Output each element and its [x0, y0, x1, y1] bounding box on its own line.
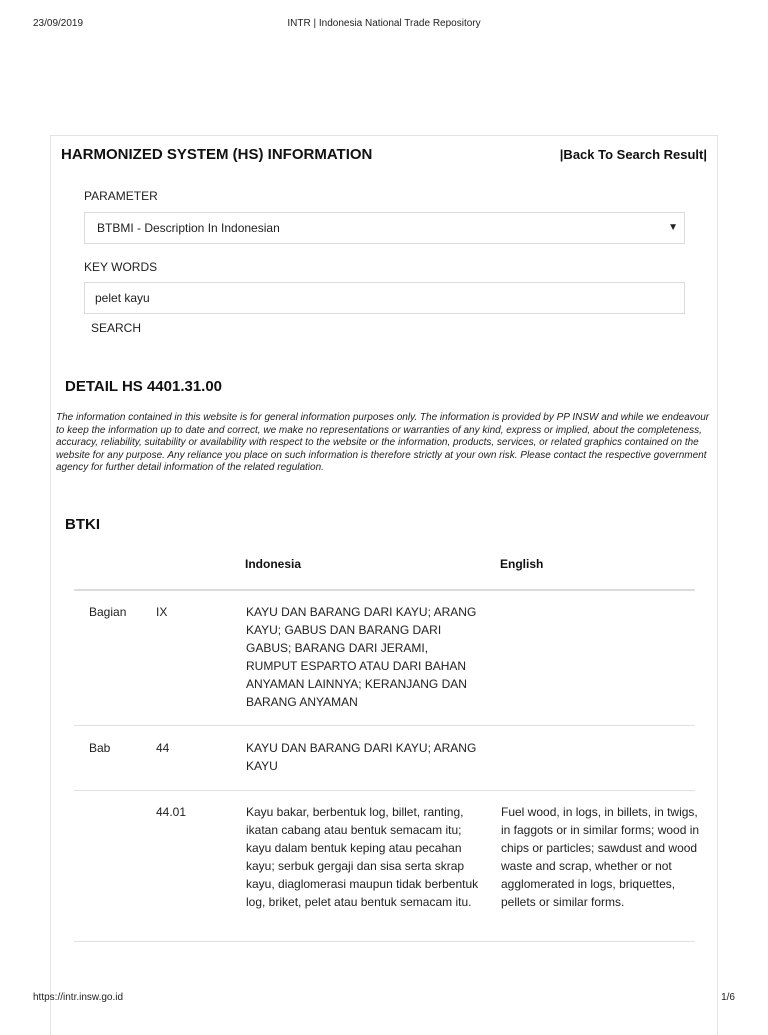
- parameter-label: PARAMETER: [84, 189, 158, 203]
- row-divider: [74, 725, 695, 726]
- row-description-indonesia: KAYU DAN BARANG DARI KAYU; ARANG KAYU; GABUS DAN BARANG DARI GABUS; BARANG DARI JERAMI, RUMPUT ESPARTO ATAU DARI BAHAN ANYAMAN LAINNYA; KERANJANG DAN BARANG ANYAMAN: [246, 605, 477, 709]
- header-divider: [74, 589, 695, 591]
- parameter-select[interactable]: [84, 212, 685, 244]
- print-url: https://intr.insw.go.id: [33, 992, 124, 1003]
- row-code: 44: [156, 741, 170, 755]
- row-description-english: Fuel wood, in logs, in billets, in twigs, in faggots or in similar forms; wood in chips or particles; sawdust and wood waste and scrap, whether or not agglomerated in logs, briquettes, pellets or similar forms.: [501, 805, 700, 909]
- row-description-indonesia: KAYU DAN BARANG DARI KAYU; ARANG KAYU: [246, 741, 477, 773]
- parameter-select-value: BTBMI - Description In Indonesian: [97, 221, 280, 235]
- row-code: 44.01: [156, 805, 187, 819]
- row-level: Bagian: [89, 605, 127, 619]
- back-to-search-result-link[interactable]: |Back To Search Result|: [559, 147, 707, 162]
- column-header-indonesia: Indonesia: [245, 557, 302, 571]
- keywords-input[interactable]: [84, 282, 685, 314]
- btki-title: BTKI: [65, 516, 100, 533]
- hs-information-panel: [50, 135, 718, 1035]
- column-header-english: English: [500, 557, 544, 571]
- row-code: IX: [156, 605, 168, 619]
- disclaimer-text: The information contained in this website is for general information purposes only. The information is provided by PP INSW and while we endeavour to keep the information up to date and correct, we make no representations or warranties of any kind, express or implied, about the completeness, accuracy, reliability, suitability or availability with respect to the website or the information, products, services, or related graphics contained on the website for any purpose. Any reliance you place on such information is therefore strictly at your own risk. Please contact the respective government agency for further detail information of the related regulation.: [56, 412, 710, 474]
- caret-down-icon: ▼: [668, 222, 678, 233]
- detail-hs-title: DETAIL HS 4401.31.00: [65, 378, 223, 395]
- hs-information-title: HARMONIZED SYSTEM (HS) INFORMATION: [61, 146, 373, 163]
- print-page-title: INTR | Indonesia National Trade Repository: [287, 18, 481, 29]
- row-divider: [74, 941, 695, 942]
- row-divider: [74, 790, 695, 791]
- keywords-label: KEY WORDS: [84, 260, 158, 274]
- search-button[interactable]: SEARCH: [91, 321, 142, 335]
- print-date: 23/09/2019: [33, 18, 84, 29]
- row-description-indonesia: Kayu bakar, berbentuk log, billet, ranting, ikatan cabang atau bentuk semacam itu; kayu dalam bentuk keping atau pecahan kayu; serbuk gergaji dan sisa serta skrap kayu, diaglomerasi maupun tidak berbentuk log, briket, pelet atau bentuk semacam itu.: [246, 805, 479, 909]
- print-page-number: 1/6: [721, 992, 735, 1003]
- row-level: Bab: [89, 741, 111, 755]
